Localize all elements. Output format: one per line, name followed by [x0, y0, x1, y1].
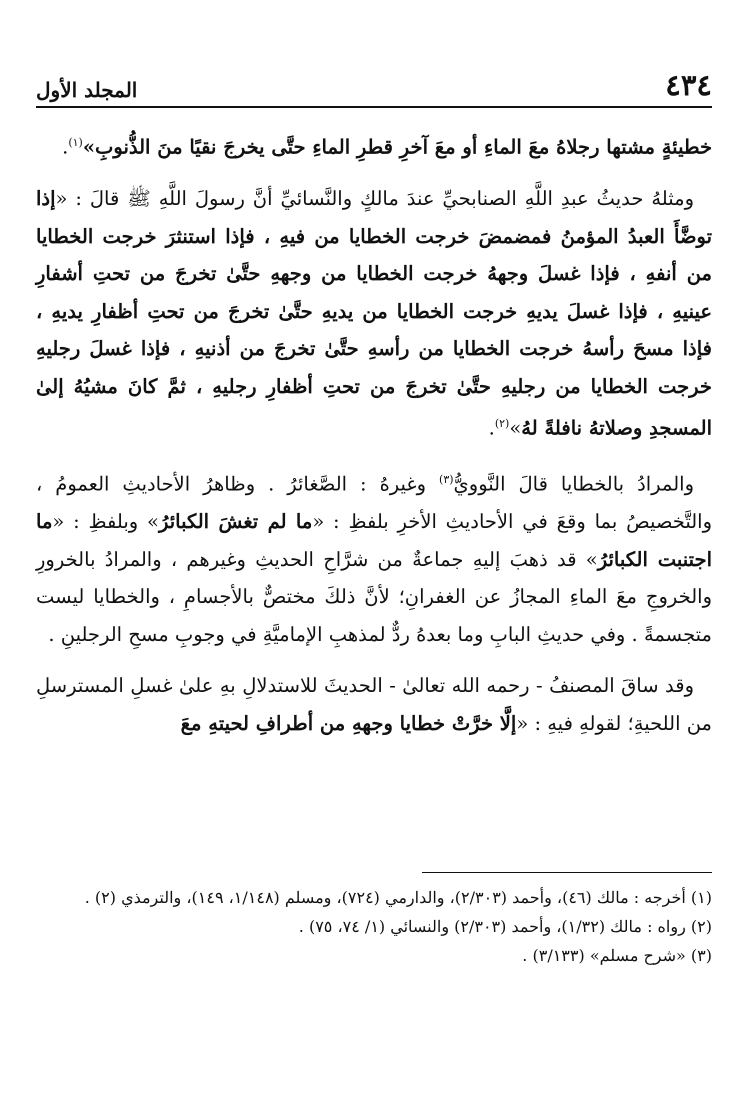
hadith-text: خطيئةٍ مشتها رجلاهُ معَ الماءِ أو معَ آخرِ قطرِ الماءِ حتَّى يخرجَ نقيًا منَ الذُّنوبِ» — [82, 135, 712, 159]
paragraph-2 — [36, 180, 712, 447]
punctuation: . — [62, 135, 69, 159]
footnote-ref: (١) — [68, 136, 83, 149]
page-number: ٤٣٤ — [665, 68, 712, 102]
commentary-text: وقد ساقَ المصنفُ - رحمه الله تعالىٰ - الحديثَ للاستدلالِ بهِ علىٰ غسلِ المسترسلِ من اللحيةِ؛ لقولهِ فيهِ : « — [36, 674, 712, 735]
main-text — [36, 124, 712, 756]
footnote-1: (١) أخرجه : مالك (٤٦)، وأحمد (٢/٣٠٣)، والدارمي (٧٢٤)، ومسلم (١/١٤٨، ١٤٩)، والترمذي (٢) . — [84, 888, 712, 907]
footnote-2: (٢) رواه : مالك (١/٣٢)، وأحمد (٢/٣٠٣) والنسائي (١/ ٧٤، ٧٥) . — [298, 917, 712, 936]
footnote-ref: (٣) — [439, 473, 454, 486]
page-header — [36, 60, 712, 108]
punctuation: . — [488, 416, 495, 440]
paragraph-1 — [36, 124, 712, 166]
narration-intro: ومثلهُ حديثُ عبدِ اللَّهِ الصنابحيِّ عندَ مالكٍ والنَّسائيِّ أنَّ رسولَ اللَّهِ ﷺ قالَ : « — [55, 187, 694, 210]
hadith-phrase: ما اجتنبت الكبائرُ — [36, 510, 712, 571]
volume-title: المجلد الأول — [36, 78, 138, 102]
commentary-text: وغيرهُ : الصَّغائرُ . وظاهرُ الأحاديثِ العمومُ ، والتَّخصيصُ بما وقعَ في الأحاديثِ الأخرِ بلفظِ : « — [36, 472, 712, 533]
paragraph-3 — [36, 461, 712, 653]
commentary-text: والمرادُ بالخطايا قالَ النَّوويُّ — [453, 472, 694, 496]
commentary-text: » قد ذهبَ إليهِ جماعةٌ من شرَّاحِ الحديثِ وغيرهم ، والمرادُ بالخرورِ والخروجِ معَ الماءِ المجازُ عن الغفرانِ؛ لأنَّ ذلكَ مختصٌّ بالأجسامِ ، والخطايا ليست متجسمةً . وفي حديثِ البابِ وما بعدهُ ردٌّ لمذهبِ الإماميَّةِ في وجوبِ مسحِ الرجلينِ . — [36, 547, 712, 646]
footnote-3: (٣) «شرح مسلم» (٣/١٣٣) . — [522, 946, 712, 965]
footnotes — [36, 872, 712, 970]
hadith-text: إذا توضَّأَ العبدُ المؤمنُ فمضمضَ خرجت الخطايا من فيهِ ، فإذا استنثرَ خرجت الخطايا من أنفهِ ، فإذا غسلَ وجههُ خرجت الخطايا من وجههِ حتَّىٰ تخرجَ من تحتِ أشفارِ عينيهِ ، فإذا غسلَ يديهِ خرجت الخطايا من يديهِ حتَّىٰ تخرجَ من تحتِ أظفارِ يديهِ ، فإذا مسحَ رأسهُ خرجت الخطايا من رأسهِ حتَّىٰ تخرجَ من أذنيهِ ، فإذا غسلَ رجليهِ خرجت الخطايا من رجليهِ حتَّىٰ تخرجَ من تحتِ أظفارِ رجليهِ ، ثمَّ كانَ مشيُهُ إلىٰ المسجدِ وصلاتهُ نافلةً لهُ — [36, 187, 712, 440]
commentary-text: » وبلفظِ : « — [52, 510, 159, 533]
quote-close: » — [509, 416, 522, 440]
paragraph-4 — [36, 667, 712, 742]
footnote-divider — [422, 872, 712, 873]
hadith-phrase: إلَّا خرَّتْ خطايا وجههِ من أطرافِ لحيتهِ معَ — [180, 711, 517, 735]
hadith-phrase: ما لم تغشَ الكبائرُ — [158, 510, 313, 533]
footnote-ref: (٢) — [494, 417, 510, 430]
